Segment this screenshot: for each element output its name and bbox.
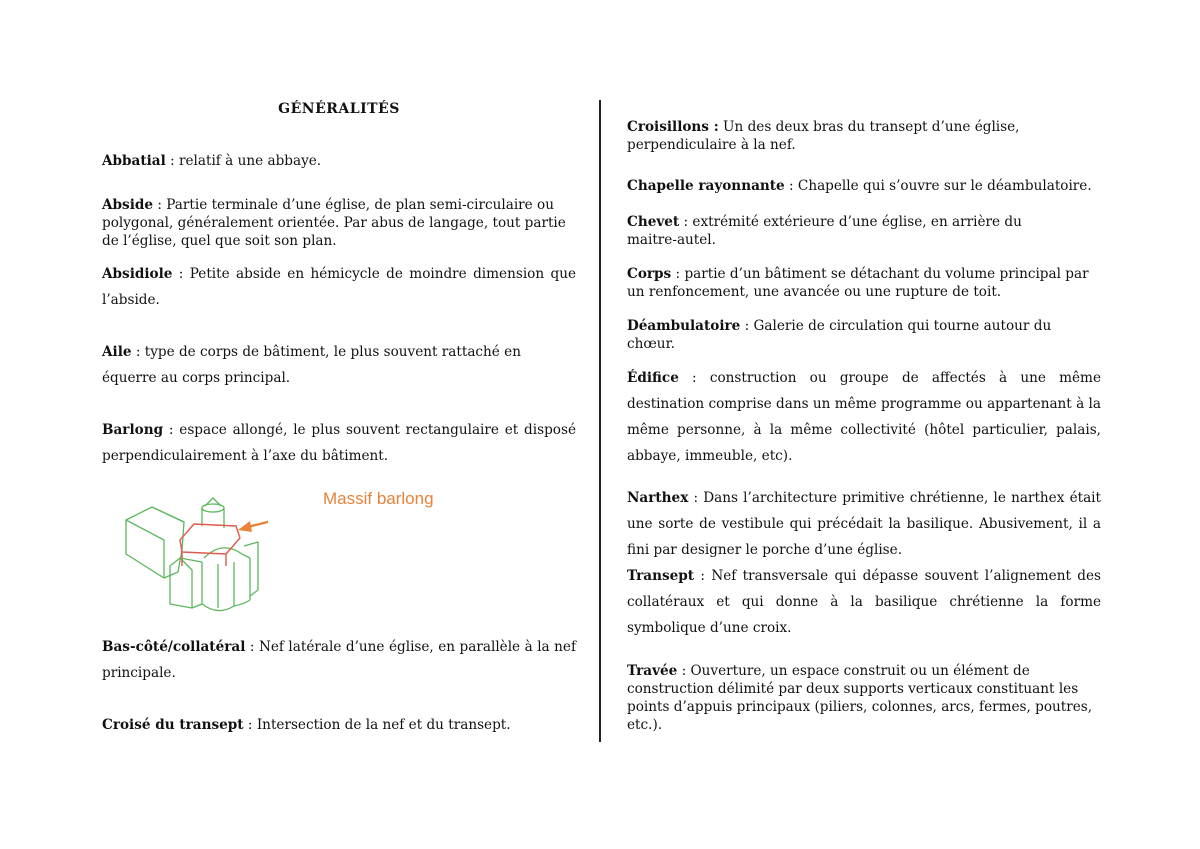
entry-definition: : Chapelle qui s’ouvre sur le déambulatoire.: [784, 178, 1092, 194]
entry-definition: : type de corps de bâtiment, le plus souvent rattaché en équerre au corps principal.: [102, 344, 521, 386]
entry-term: Abside: [102, 197, 154, 213]
glossary-entry-absidiole: [102, 261, 576, 313]
entry-term: Corps: [627, 266, 672, 282]
entry-definition: : Dans l’architecture primitive chrétienne, le narthex était une sorte de vestibule qui précédait la basilique. Abusivement, il a fini par designer le porche d’une église.: [627, 490, 1101, 558]
glossary-entry-aile: [102, 339, 576, 391]
entry-definition: Un des deux bras du transept d’une église, perpendiculaire à la nef.: [627, 119, 1020, 153]
entry-term: Chevet: [627, 214, 680, 230]
glossary-entry-corps: [627, 265, 1101, 301]
page-title: GÉNÉRALITÉS: [278, 101, 400, 117]
glossary-entry-travee: [627, 662, 1101, 734]
entry-term: Aile: [102, 344, 132, 360]
glossary-entry-deambulatoire: [627, 317, 1101, 353]
entry-definition: : espace allongé, le plus souvent rectangulaire et disposé perpendiculairement à l’axe du bâtiment.: [102, 422, 576, 464]
entry-definition: : partie d’un bâtiment se détachant du volume principal par un renfoncement, une avancée ou une rupture de toit.: [627, 266, 1089, 300]
glossary-entry-croisillons: [627, 118, 1101, 154]
entry-definition: : Petite abside en hémicycle de moindre dimension que l’abside.: [102, 266, 576, 308]
glossary-entry-edifice: [627, 365, 1101, 469]
glossary-entry-croise-du-transept: [102, 712, 576, 738]
glossary-entry-abside: [102, 196, 576, 250]
entry-definition: : Partie terminale d’une église, de plan semi-circulaire ou polygonal, généralement orientée. Par abus de langage, tout partie de l’église, quel que soit son plan.: [102, 197, 566, 249]
entry-definition: : construction ou groupe de affectés à une même destination comprise dans un même programme ou appartenant à la même personne, à la même collectivité (hôtel particulier, palais, abbaye, immeuble, etc).: [627, 370, 1101, 464]
church-illustration: [118, 492, 268, 614]
entry-term: Narthex: [627, 490, 689, 506]
glossary-entry-chevet: [627, 213, 1067, 249]
entry-term: Abbatial: [102, 153, 166, 169]
entry-definition: : extrémité extérieure d’une église, en arrière du maitre-autel.: [627, 214, 1022, 248]
glossary-entry-chapelle-rayonnante: [627, 177, 1101, 195]
entry-definition: : Nef transversale qui dépasse souvent l’alignement des collatéraux et qui donne à la basilique chrétienne la forme symbolique d’une croix.: [627, 568, 1101, 636]
entry-term: Croisillons :: [627, 119, 719, 135]
entry-definition: : relatif à une abbaye.: [165, 153, 322, 169]
entry-definition: : Intersection de la nef et du transept.: [243, 717, 511, 733]
column-divider: [599, 100, 601, 742]
entry-definition: : Nef latérale d’une église, en parallèle à la nef principale.: [102, 639, 576, 681]
entry-term: Transept: [627, 568, 695, 584]
entry-term: Absidiole: [102, 266, 173, 282]
entry-term: Édifice: [627, 370, 679, 386]
entry-term: Déambulatoire: [627, 318, 741, 334]
entry-term: Chapelle rayonnante: [627, 178, 785, 194]
entry-term: Croisé du transept: [102, 717, 244, 733]
entry-term: Bas-côté/collatéral: [102, 639, 246, 655]
glossary-entry-bas-cote: [102, 634, 576, 686]
callout-label: Massif barlong: [323, 489, 434, 508]
glossary-entry-narthex: [627, 485, 1101, 563]
glossary-entry-transept: [627, 563, 1101, 641]
glossary-entry-barlong: [102, 417, 576, 469]
glossary-entry-abbatial: [102, 152, 576, 170]
entry-definition: : Galerie de circulation qui tourne autour du chœur.: [627, 318, 1052, 352]
entry-term: Barlong: [102, 422, 164, 438]
entry-term: Travée: [627, 663, 678, 679]
entry-definition: : Ouverture, un espace construit ou un élément de construction délimité par deux supports verticaux constituant les points d’appuis principaux (piliers, colonnes, arcs, fermes, poutres, etc.).: [627, 663, 1093, 733]
